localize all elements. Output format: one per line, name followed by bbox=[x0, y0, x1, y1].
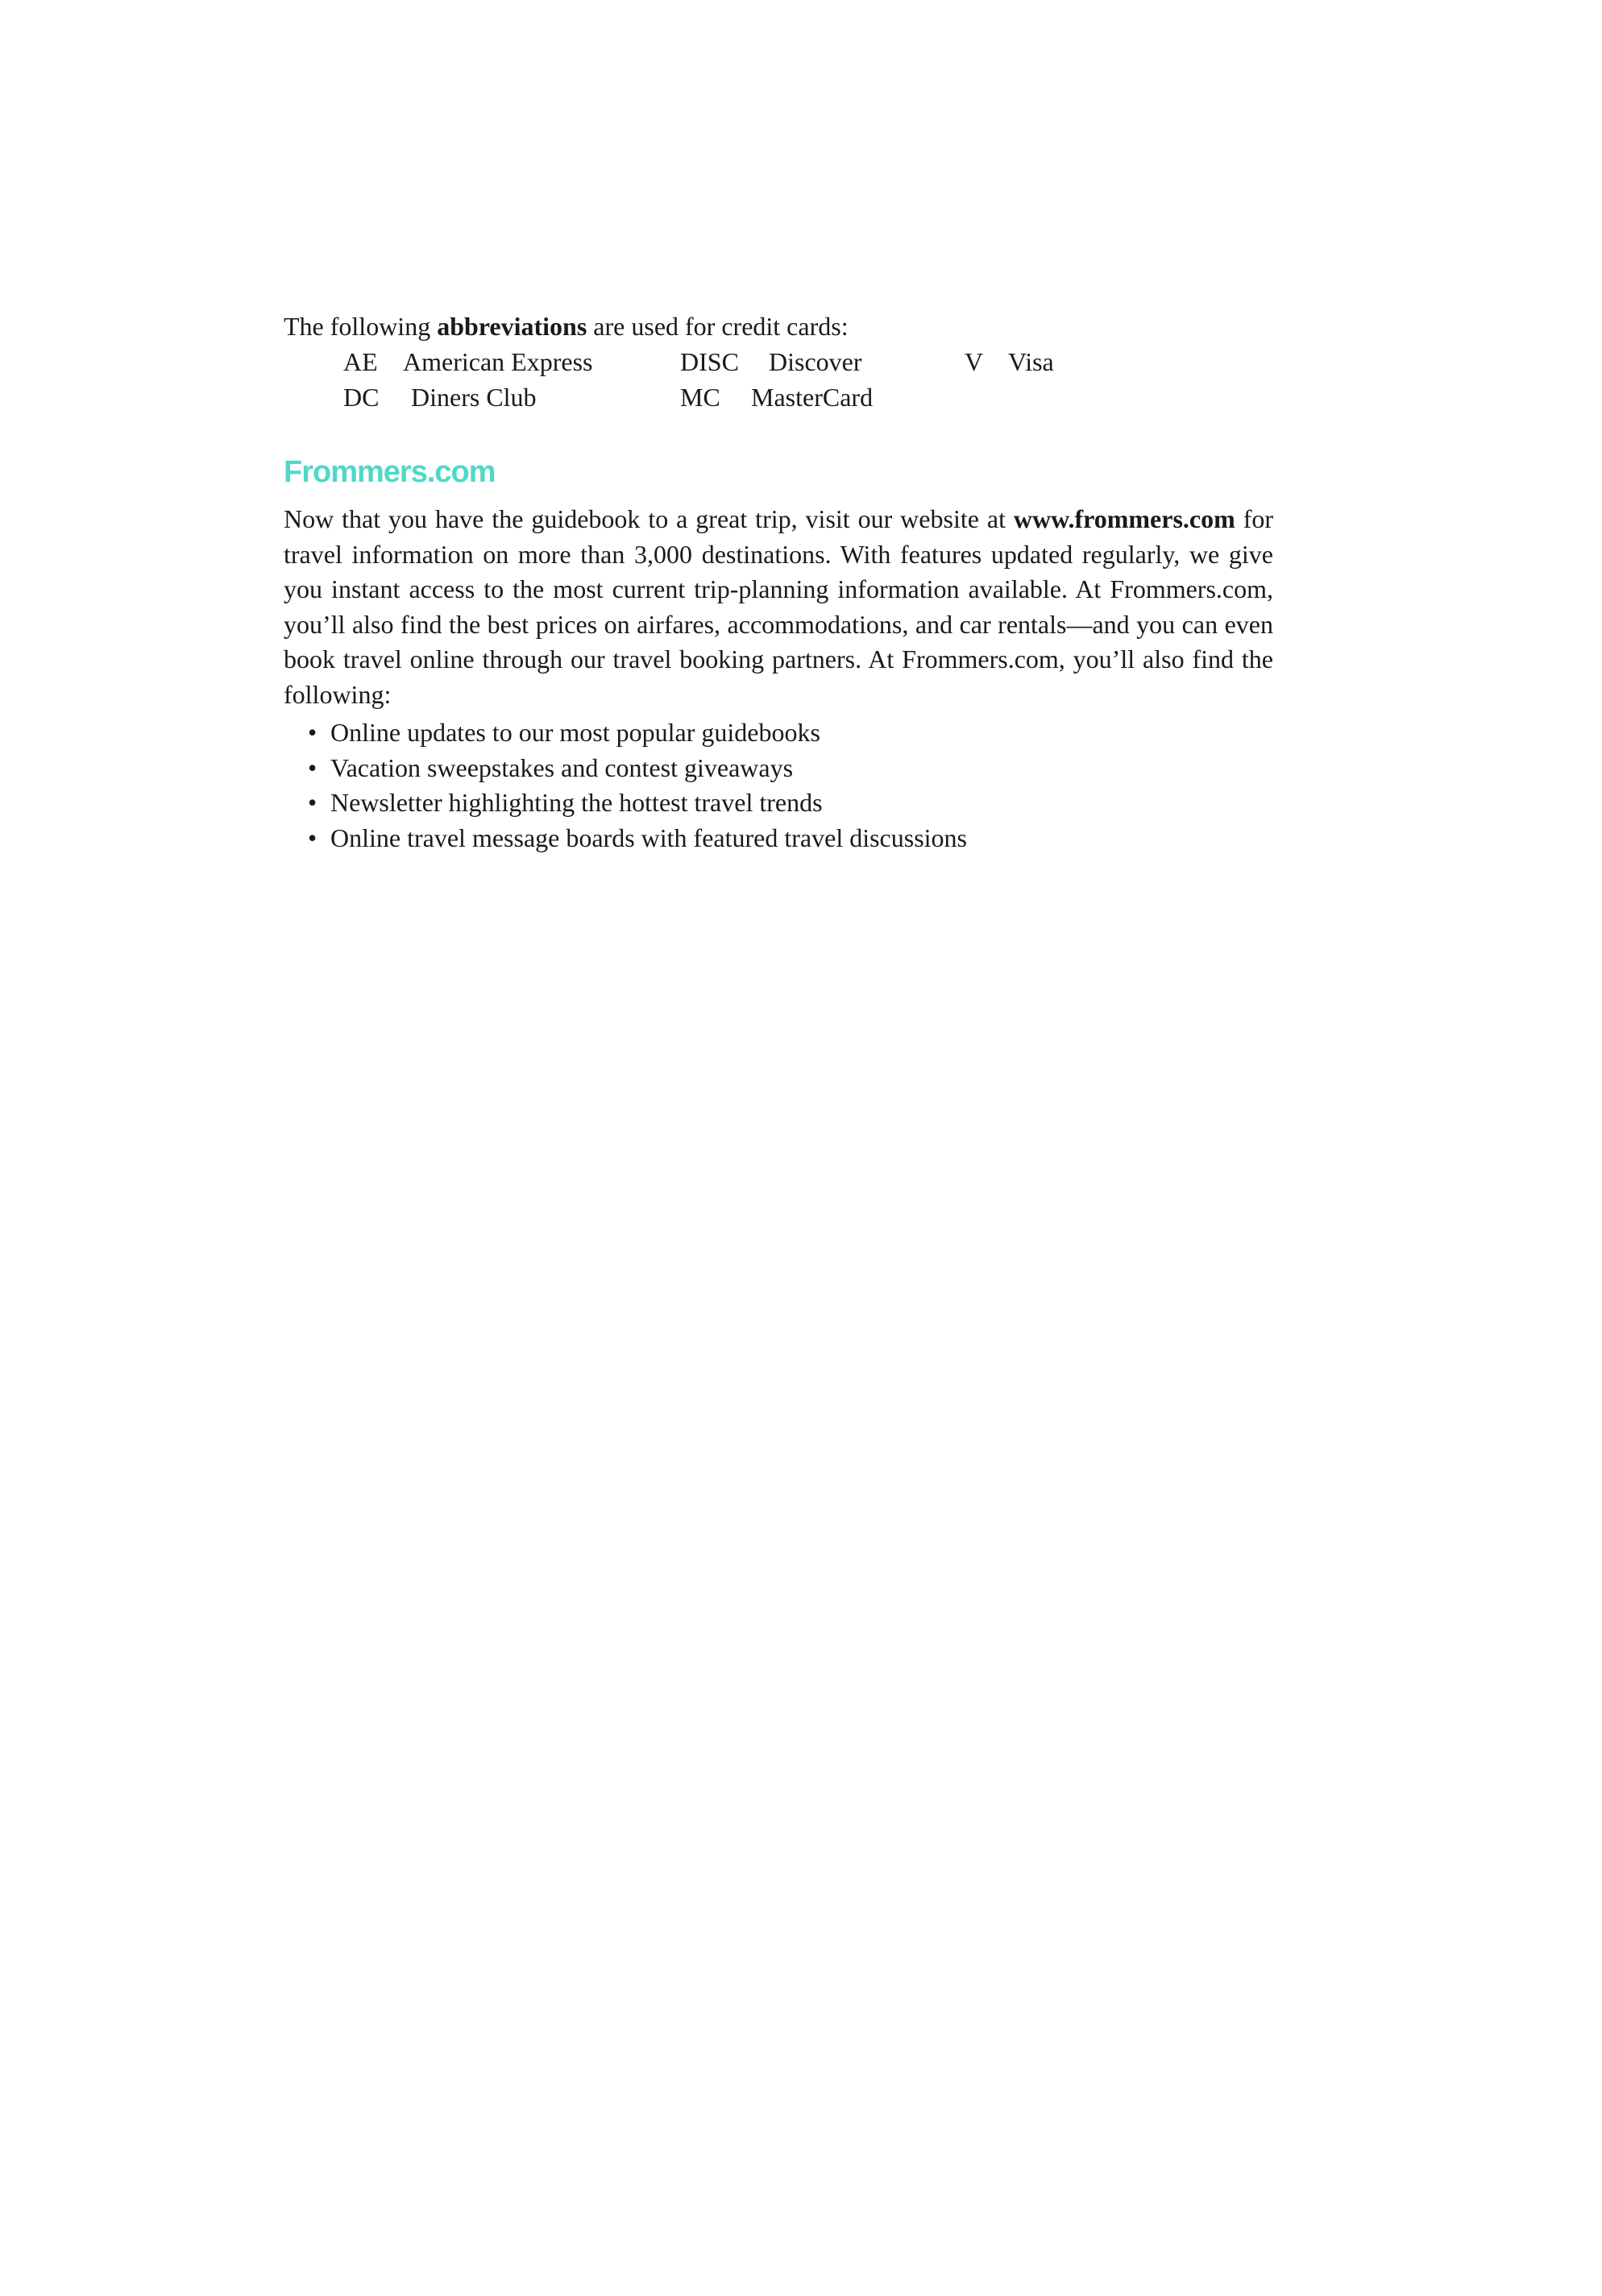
page-content bbox=[284, 309, 1274, 852]
feature-list bbox=[308, 715, 967, 856]
card-abbr: MC bbox=[680, 383, 720, 412]
credit-card-intro bbox=[284, 309, 1273, 344]
card-name: American Express bbox=[403, 347, 593, 376]
credit-card-table bbox=[284, 344, 1273, 415]
card-abbr: DC bbox=[343, 383, 380, 412]
list-item-text: Newsletter highlighting the hottest travel trends bbox=[330, 788, 823, 817]
card-entry-dc bbox=[343, 379, 537, 415]
website-url[interactable]: www.frommers.com bbox=[1013, 504, 1235, 533]
section-body bbox=[284, 502, 1273, 712]
card-name: Discover bbox=[769, 347, 862, 376]
list-item bbox=[308, 715, 967, 751]
intro-text-end: are used for credit cards: bbox=[587, 312, 849, 341]
list-item bbox=[308, 821, 967, 856]
card-entry-mc bbox=[680, 379, 873, 415]
card-abbr: DISC bbox=[680, 347, 739, 376]
section-title: Frommers.com bbox=[284, 455, 496, 489]
card-abbr: AE bbox=[343, 347, 378, 376]
card-name: Diners Club bbox=[411, 383, 537, 412]
list-item-text: Online travel message boards with featured travel discussions bbox=[330, 823, 967, 852]
list-item bbox=[308, 785, 967, 821]
body-text-end: for travel information on more than 3,000 destinations. With features updated regularly, we give you instant access to the most current trip-planning information available. At Frommers.com, you’ll also find the best prices on airfares, accommodations, and car rentals—and you can even book travel online through our travel booking partners. At Frommers.com, you’ll also find the following: bbox=[284, 504, 1274, 709]
list-item-text: Online updates to our most popular guidebooks bbox=[330, 718, 820, 747]
body-text-start: Now that you have the guidebook to a great trip, visit our website at bbox=[284, 504, 1014, 533]
card-entry-disc bbox=[680, 344, 862, 379]
list-item-text: Vacation sweepstakes and contest giveaways bbox=[330, 752, 794, 782]
bullet-icon: • bbox=[308, 752, 317, 782]
intro-text-start: The following bbox=[284, 312, 438, 341]
bullet-icon: • bbox=[308, 823, 317, 852]
intro-keyword: abbreviations bbox=[437, 312, 587, 341]
bullet-icon: • bbox=[308, 718, 317, 747]
card-abbr: V bbox=[965, 347, 984, 376]
card-name: MasterCard bbox=[751, 383, 874, 412]
card-name: Visa bbox=[1008, 347, 1054, 376]
card-entry-ae bbox=[343, 344, 592, 379]
card-entry-v bbox=[965, 344, 1054, 379]
bullet-icon: • bbox=[308, 788, 317, 817]
list-item bbox=[308, 751, 967, 786]
